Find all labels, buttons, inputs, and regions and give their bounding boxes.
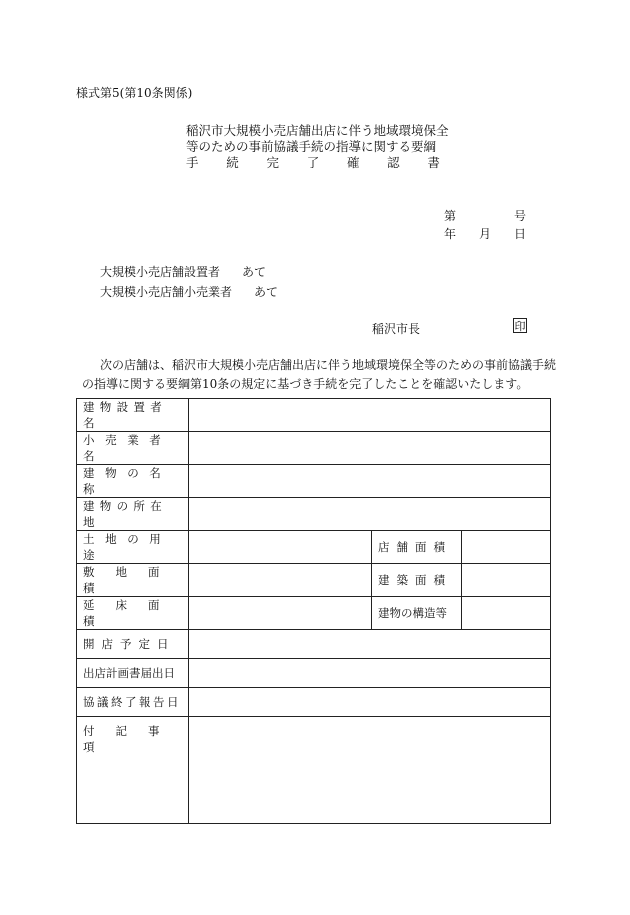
site-area-value[interactable] xyxy=(189,564,372,597)
label-value: 建物の所在地 xyxy=(83,499,167,529)
building-structure-value[interactable] xyxy=(462,597,551,630)
title-char: 了 xyxy=(306,155,320,170)
building-installer-value[interactable] xyxy=(189,399,551,432)
label-value: 敷地面積 xyxy=(83,565,181,595)
document-number xyxy=(444,207,526,224)
building-area-value[interactable] xyxy=(462,564,551,597)
label-value: 建物の名称 xyxy=(83,466,172,496)
body-line-2: の指導に関する要綱第10条の規定に基づき手続を完了したことを確認いたします。 xyxy=(82,377,529,391)
site-area-label xyxy=(77,564,189,597)
table-row xyxy=(77,659,551,688)
label-value: 建物設置者名 xyxy=(83,400,167,430)
table-row xyxy=(77,498,551,531)
plan-submission-date-value[interactable] xyxy=(189,659,551,688)
label-value: 開店予定日 xyxy=(83,637,176,651)
addressee-retailer xyxy=(100,283,278,300)
label-text xyxy=(83,399,182,431)
table-row xyxy=(77,432,551,465)
plan-submission-date-label xyxy=(77,659,189,688)
confirmation-text xyxy=(82,356,558,394)
number-suffix: 号 xyxy=(513,209,526,223)
label-value: 建物の構造等 xyxy=(378,606,447,620)
table-row xyxy=(77,630,551,659)
seal-stamp: 印 xyxy=(514,319,526,333)
date-day: 日 xyxy=(513,227,526,241)
consultation-report-date-value[interactable] xyxy=(189,688,551,717)
retailer-label xyxy=(77,432,189,465)
addressee-suffix: あて xyxy=(242,265,267,279)
building-location-value[interactable] xyxy=(189,498,551,531)
retailer-value[interactable] xyxy=(189,432,551,465)
title-char: 認 xyxy=(387,155,400,170)
label-value: 延床面積 xyxy=(83,598,181,628)
store-floor-area-value[interactable] xyxy=(462,531,551,564)
body-line-1: 次の店舗は、稲沢市大規模小売店舗出店に伴う地域環境保全等のための事前協議手続 xyxy=(100,358,557,372)
title-char: 手 xyxy=(186,155,199,170)
issuer-title: 稲沢市長 xyxy=(372,322,421,336)
title-line-3 xyxy=(186,153,440,171)
label-value: 建築面積 xyxy=(378,573,452,587)
total-floor-area-value[interactable] xyxy=(189,597,372,630)
title-char: 確 xyxy=(346,155,360,170)
label-value: 店舗面積 xyxy=(378,540,452,554)
consultation-report-date-label xyxy=(77,688,189,717)
addressee-installer xyxy=(100,263,266,280)
land-use-value[interactable] xyxy=(189,531,372,564)
label-value: 出店計画書届出日 xyxy=(83,666,175,680)
date-year: 年 xyxy=(444,227,457,241)
opening-date-value[interactable] xyxy=(189,630,551,659)
label-value: 土地の用途 xyxy=(83,532,172,562)
land-use-label xyxy=(77,531,189,564)
building-name-label xyxy=(77,465,189,498)
table-row xyxy=(77,465,551,498)
building-installer-label xyxy=(77,399,189,432)
remarks-label xyxy=(77,717,189,824)
title-line-2: 等のための事前協議手続の指導に関する要綱 xyxy=(186,139,437,154)
table-row xyxy=(77,564,551,597)
date-month: 月 xyxy=(478,227,491,241)
label-value: 協議終了報告日 xyxy=(83,695,181,709)
title-char: 続 xyxy=(226,155,239,170)
building-location-label xyxy=(77,498,189,531)
number-prefix: 第 xyxy=(444,209,457,223)
opening-date-label xyxy=(77,630,189,659)
building-name-value[interactable] xyxy=(189,465,551,498)
table-row xyxy=(77,688,551,717)
addressee-name: 大規模小売店舗小売業者 xyxy=(100,285,233,299)
title-char: 完 xyxy=(266,155,279,170)
addressee-name: 大規模小売店舗設置者 xyxy=(100,265,221,279)
label-value: 小売業者名 xyxy=(83,433,172,463)
title-line-1: 稲沢市大規模小売店舗出店に伴う地域環境保全 xyxy=(186,123,449,138)
label-value: 付記事項 xyxy=(83,724,181,754)
table-row xyxy=(77,531,551,564)
total-floor-area-label xyxy=(77,597,189,630)
form-number: 様式第5(第10条関係) xyxy=(76,86,193,100)
document-date xyxy=(444,225,526,242)
building-structure-label xyxy=(372,597,462,630)
table-row xyxy=(77,399,551,432)
title-char: 書 xyxy=(427,155,440,170)
remarks-value[interactable] xyxy=(189,717,551,824)
addressee-suffix: あて xyxy=(254,285,279,299)
store-floor-area-label xyxy=(372,531,462,564)
table-row xyxy=(77,597,551,630)
details-table xyxy=(76,398,551,824)
building-area-label xyxy=(372,564,462,597)
table-row xyxy=(77,717,551,824)
